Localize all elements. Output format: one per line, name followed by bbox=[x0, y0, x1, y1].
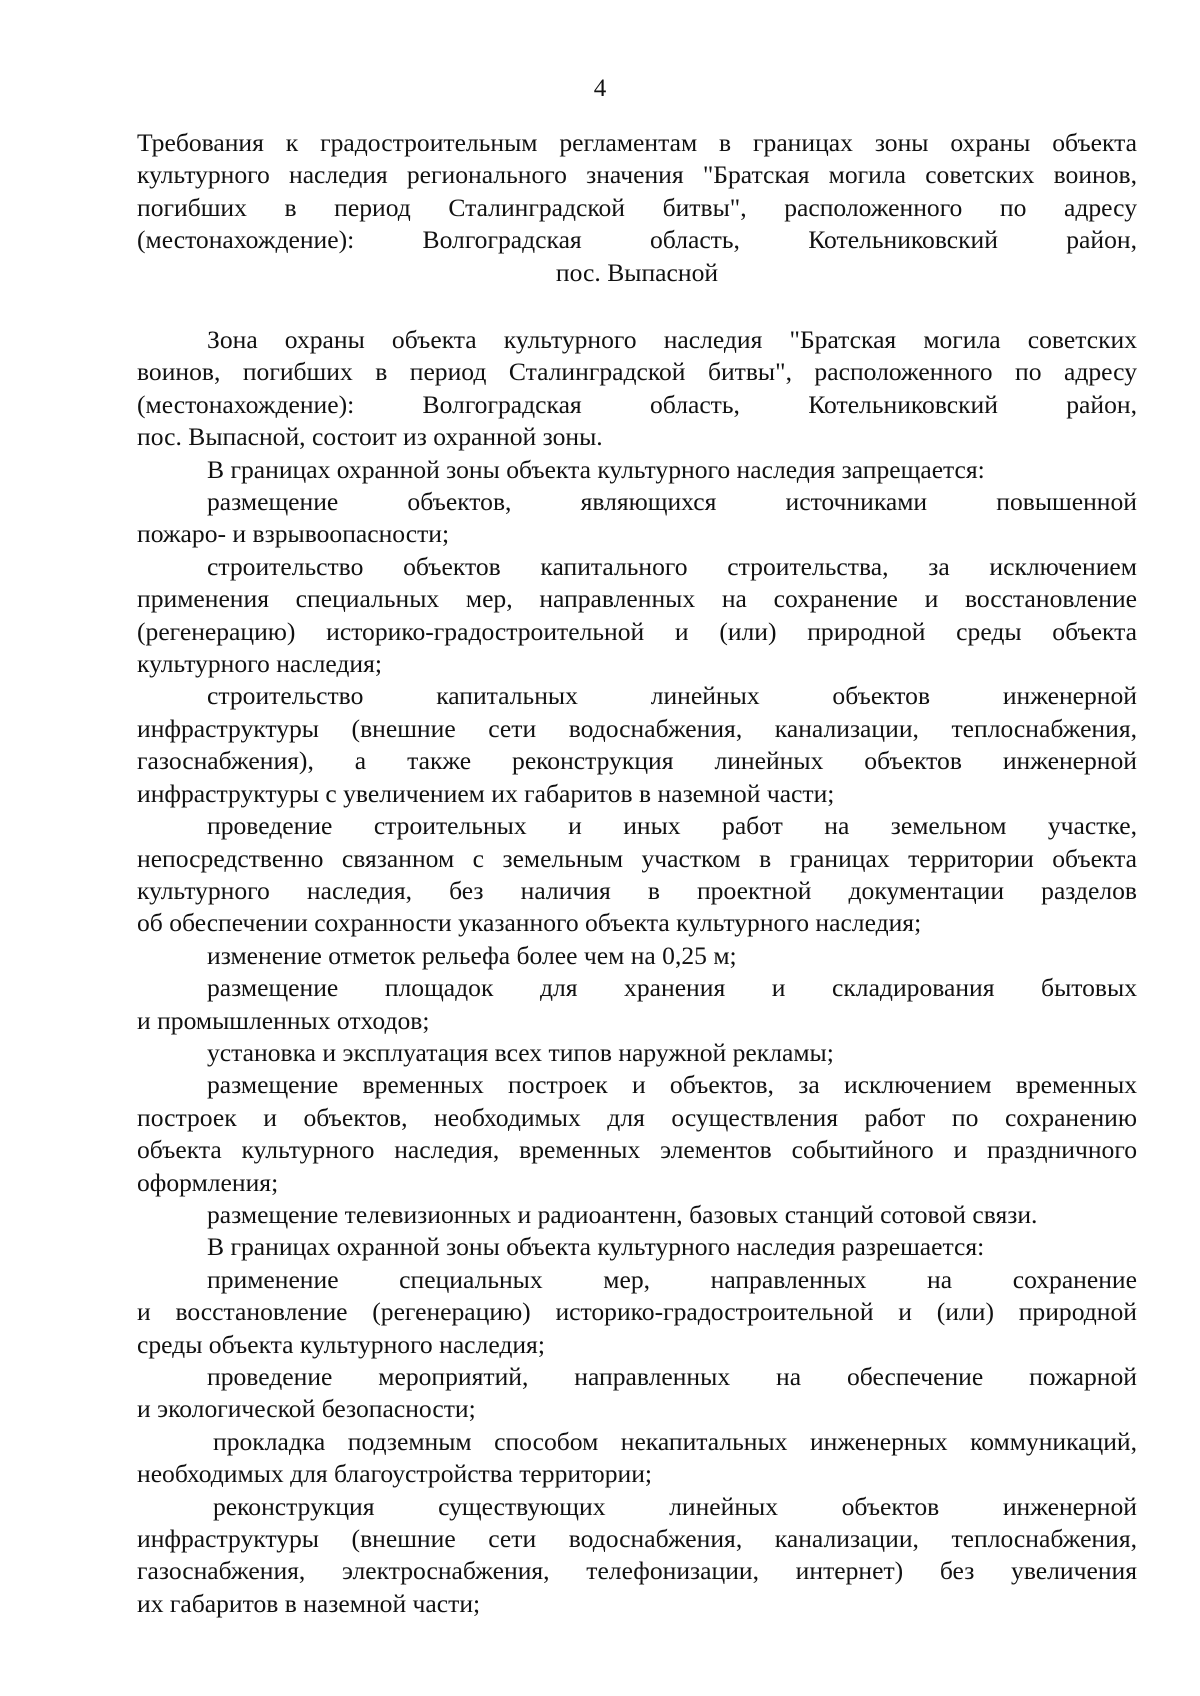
list-item-line: и промышленных отходов; bbox=[137, 1005, 430, 1035]
list-item-line: размещение временных построек и объектов, за исключением временных bbox=[207, 1070, 1137, 1100]
list-item-line: проведение строительных и иных работ на земельном участке, bbox=[207, 811, 1137, 841]
list-item-line: и восстановление (регенерацию) историко-градостроительной и (или) природной bbox=[137, 1297, 1137, 1327]
list-item-line: построек и объектов, необходимых для осуществления работ по сохранению bbox=[137, 1102, 1137, 1132]
list-item-line: размещение телевизионных и радиоантенн, базовых станций сотовой связи. bbox=[207, 1199, 1038, 1229]
title-line: культурного наследия регионального значения "Братская могила советских воинов, bbox=[137, 160, 1137, 190]
paragraph-line: (местонахождение): Волгоградская область, Котельниковский район, bbox=[137, 389, 1137, 419]
list-item-line: размещение объектов, являющихся источниками повышенной bbox=[207, 487, 1137, 517]
list-item-line: непосредственно связанном с земельным участком в границах территории объекта bbox=[137, 843, 1137, 873]
list-item-line: инфраструктуры (внешние сети водоснабжения, канализации, теплоснабжения, bbox=[137, 713, 1137, 743]
list-item-line: необходимых для благоустройства территории; bbox=[137, 1459, 653, 1489]
paragraph-line: Зона охраны объекта культурного наследия "Братская могила советских bbox=[207, 325, 1137, 354]
list-item-line: изменение отметок рельефа более чем на 0,25 м; bbox=[207, 940, 737, 970]
list-item-line: среды объекта культурного наследия; bbox=[137, 1329, 545, 1359]
list-item-line: строительство объектов капитального строительства, за исключением bbox=[207, 551, 1137, 581]
list-item-line: культурного наследия; bbox=[137, 649, 383, 679]
list-item-line: прокладка подземным способом некапитальных инженерных коммуникаций, bbox=[213, 1426, 1137, 1456]
list-item-line: проведение мероприятий, направленных на обеспечение пожарной bbox=[207, 1362, 1137, 1391]
paragraph-line: воинов, погибших в период Сталинградской битвы", расположенного по адресу bbox=[137, 357, 1137, 387]
list-item-line: оформления; bbox=[137, 1167, 279, 1197]
list-item-line: применения специальных мер, направленных на сохранение и восстановление bbox=[137, 584, 1137, 614]
list-item-line: инфраструктуры с увеличением их габаритов в наземной части; bbox=[137, 778, 835, 808]
title-line: пос. Выпасной bbox=[555, 257, 719, 287]
list-item-line: размещение площадок для хранения и складирования бытовых bbox=[207, 973, 1137, 1003]
list-item-line: об обеспечении сохранности указанного объекта культурного наследия; bbox=[137, 908, 922, 938]
list-item-line: реконструкция существующих линейных объектов инженерной bbox=[213, 1491, 1137, 1521]
paragraph-line: В границах охранной зоны объекта культурного наследия запрещается: bbox=[207, 454, 985, 484]
title-line: Требования к градостроительным регламентам в границах зоны охраны объекта bbox=[137, 128, 1137, 157]
title-line: (местонахождение): Волгоградская область, Котельниковский район, bbox=[137, 225, 1137, 255]
list-item-line: газоснабжения, электроснабжения, телефонизации, интернет) без увеличения bbox=[137, 1556, 1137, 1586]
page-number: 4 bbox=[593, 75, 607, 102]
list-item-line: культурного наследия, без наличия в проектной документации разделов bbox=[137, 875, 1137, 905]
list-item-line: строительство капитальных линейных объектов инженерной bbox=[207, 681, 1137, 711]
list-item-line: (регенерацию) историко-градостроительной и (или) природной среды объекта bbox=[137, 616, 1137, 646]
document-title bbox=[137, 127, 1137, 289]
list-item-line: и экологической безопасности; bbox=[137, 1394, 476, 1424]
list-item-line: объекта культурного наследия, временных элементов событийного и праздничного bbox=[137, 1135, 1137, 1165]
list-item-line: установка и эксплуатация всех типов наружной рекламы; bbox=[207, 1037, 834, 1067]
title-line: погибших в период Сталинградской битвы", расположенного по адресу bbox=[137, 192, 1137, 222]
list-item-line: применение специальных мер, направленных на сохранение bbox=[207, 1264, 1137, 1294]
list-item-line: инфраструктуры (внешние сети водоснабжения, канализации, теплоснабжения, bbox=[137, 1524, 1137, 1554]
document-body bbox=[137, 324, 1137, 1620]
paragraph-line: пос. Выпасной, состоит из охранной зоны. bbox=[137, 422, 603, 452]
list-item-line: пожаро- и взрывоопасности; bbox=[137, 519, 450, 549]
list-item-line: их габаритов в наземной части; bbox=[137, 1588, 481, 1618]
paragraph-line: В границах охранной зоны объекта культурного наследия разрешается: bbox=[207, 1232, 985, 1262]
list-item-line: газоснабжения), а также реконструкция линейных объектов инженерной bbox=[137, 746, 1137, 776]
